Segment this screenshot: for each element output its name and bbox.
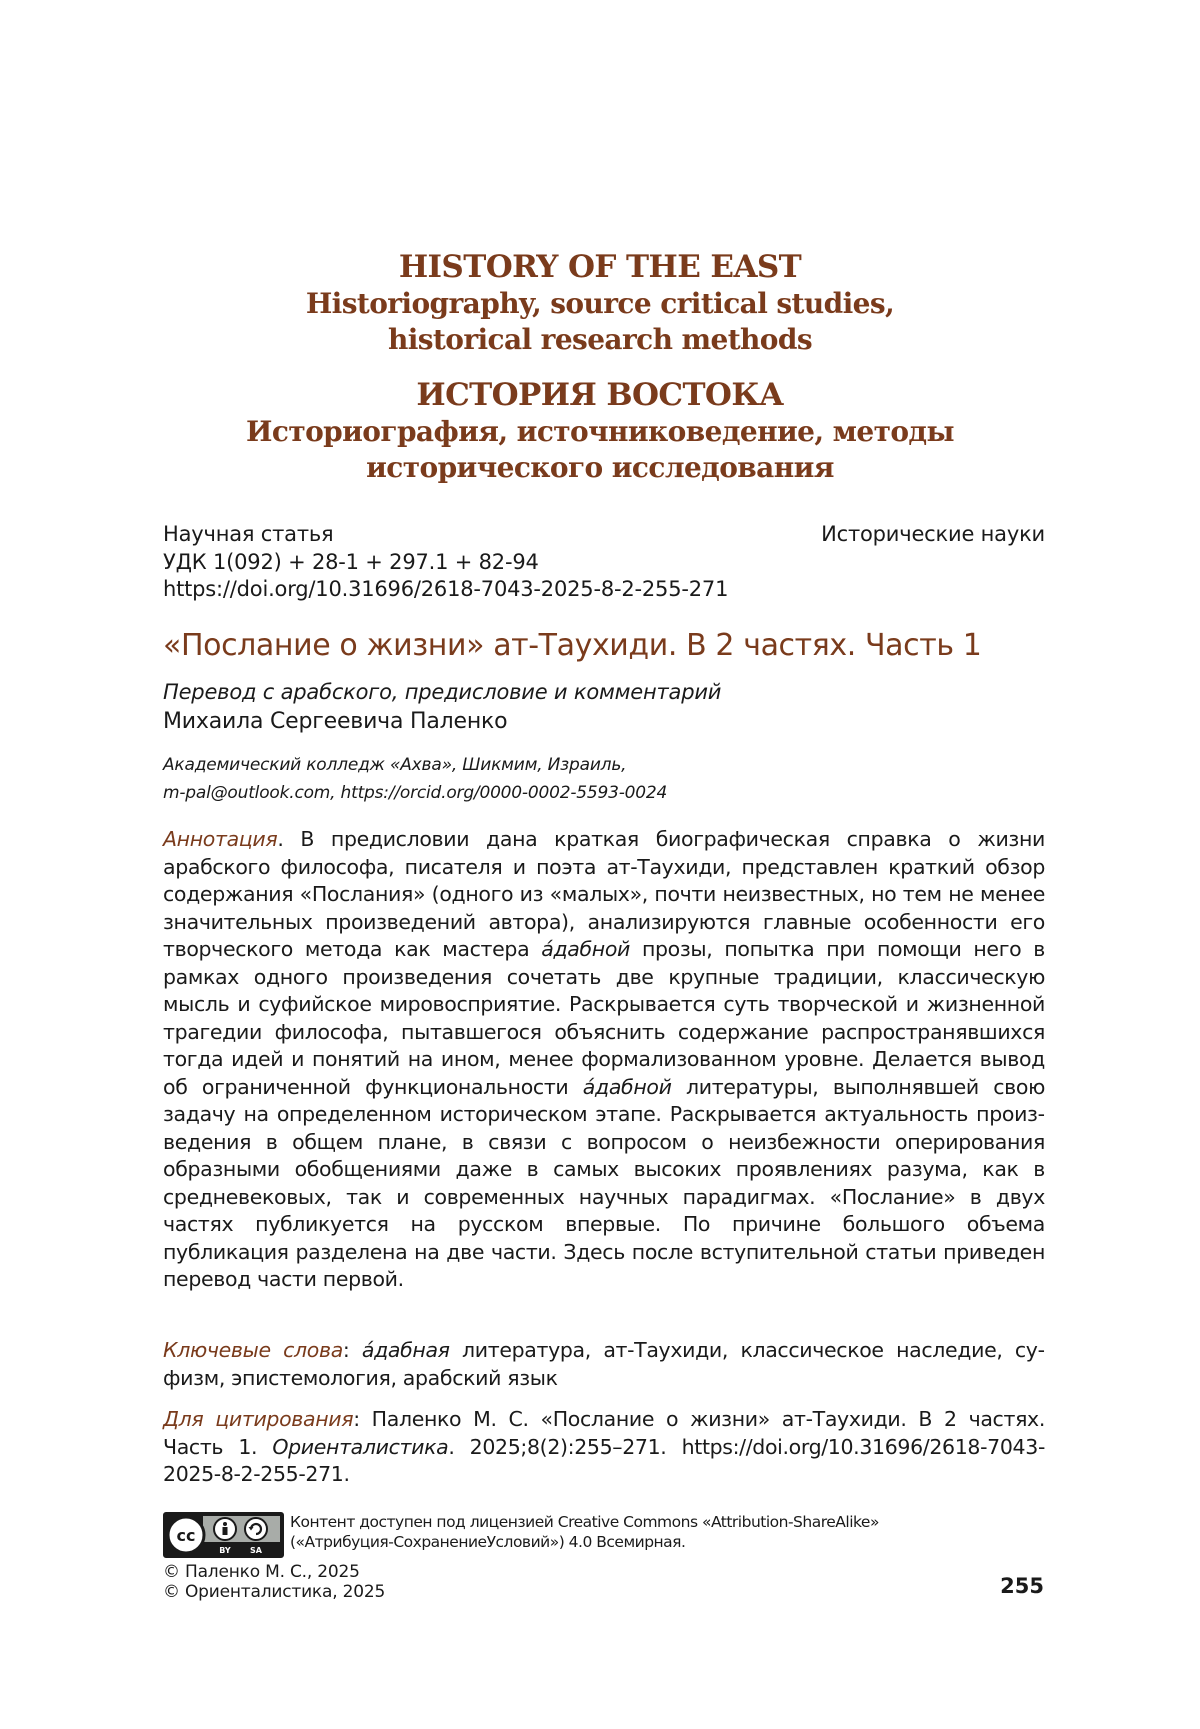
en-section-title: HISTORY OF THE EAST bbox=[398, 249, 802, 285]
doi-link[interactable]: https://doi.org/10.31696/2618-7043-2025-8-2-255-271 bbox=[163, 577, 729, 601]
license-line1: Контент доступен под лицензией Creative Commons «Attribution-ShareAlike» bbox=[290, 1513, 879, 1531]
keywords: Ключевые слова: а́дабная литература, ат-Таухиди, классическое наследие, суфизм, эпистемология, арабский язык bbox=[163, 1338, 1045, 1390]
ru-section-title: ИСТОРИЯ ВОСТОКА bbox=[416, 377, 784, 413]
udc-code: УДК 1(092) + 28-1 + 297.1 + 82-94 bbox=[163, 549, 539, 574]
article-title: «Послание о жизни» ат-Таухиди. В 2 частях. Часть 1 bbox=[163, 628, 982, 663]
author-block bbox=[163, 678, 1045, 807]
page-number: 255 bbox=[1000, 1574, 1044, 1598]
abstract-label: Аннотация bbox=[163, 827, 278, 851]
cc-text: cc bbox=[176, 1526, 196, 1545]
keywords-text: литература, ат-Таухиди, классическое наследие, суфизм, эпистемология, арабский язык bbox=[163, 1338, 1045, 1390]
en-subsection-title-line1: Historiography, source critical studies, bbox=[305, 287, 895, 320]
copyright bbox=[163, 1562, 385, 1602]
translator-note: Перевод с арабского, предисловие и комментарий bbox=[163, 680, 722, 704]
citation bbox=[163, 1406, 1045, 1489]
abstract-text-2: прозы, попытка при помощи него в рамках одного произведения сочетать две крупные традиции, классическую мысль и суфийское мировосприятие. Раскрывается суть творческой и жизненной трагедии философа, пытавшегося объяснить содержание распространявшихся тогда идей и понятий на ином, менее формализованном уровне. Делается вывод об ограниченной функциональности bbox=[163, 937, 1045, 1099]
license-line2: («Атрибуция-СохранениеУсловий») 4.0 Всемирная. bbox=[290, 1533, 686, 1551]
copyright-journal: © Ориенталистика, 2025 bbox=[163, 1582, 386, 1602]
affiliation-contacts[interactable]: m-pal@outlook.com, https://orcid.org/0000-0002-5593-0024 bbox=[163, 783, 668, 803]
section-header bbox=[0, 248, 1200, 486]
abstract-italic-1: а́дабной bbox=[541, 937, 630, 961]
keywords-italic: а́дабная bbox=[361, 1338, 450, 1362]
citation-journal: Ориенталистика bbox=[272, 1434, 449, 1459]
abstract-text-3: литературы, выполнявшей свою задачу на определенном историческом этапе. Раскрывается актуальность произведения в общем плане, в связи с вопросом о неизбежности оперирования образными обобщениями даже в самых высоких проявлениях разума, как в средневековых, так и современных научных парадигмах. «Послание» в двух частях публикуется на русском впервые. По причине большого объема публикация разделена на две части. Здесь после вступительной статьи приведен перевод части первой. bbox=[163, 1074, 1045, 1291]
citation-text-2[interactable]: . 2025;8(2):255–271. https://doi.org/10.31696/2618-7043-2025-8-2-255-271. bbox=[163, 1434, 1045, 1486]
article-type: Научная статья bbox=[163, 522, 334, 546]
author-name: Михаила Сергеевича Паленко bbox=[163, 709, 508, 734]
citation-text-1: : Паленко М. С. «Послание о жизни» ат-Таухиди. В 2 частях. Часть 1. bbox=[163, 1407, 1045, 1459]
keywords-label: Ключевые слова bbox=[163, 1338, 343, 1362]
citation-label: Для цитирования bbox=[163, 1407, 354, 1431]
affiliation-line1: Академический колледж «Ахва», Шикмим, Израиль, bbox=[163, 755, 627, 775]
license-text bbox=[290, 1512, 879, 1552]
cc-by-sa-badge[interactable] bbox=[163, 1512, 284, 1558]
en-subsection-title-line2: historical research methods bbox=[387, 323, 813, 356]
abstract-text-1: . В предисловии дана краткая биографическая справка о жизни арабского философа, писателя и поэта ат-Таухиди, представлен краткий обзор содержания «Послания» (одного из «малых», почти неизвестных, но тем не менее значительных произведений автора), анализируются главные особенности его творческого метода как мастера bbox=[163, 827, 1045, 961]
sa-text: SA bbox=[250, 1546, 262, 1555]
cc-license-icon bbox=[165, 1514, 282, 1556]
science-field: Исторические науки bbox=[821, 522, 1045, 546]
by-text: BY bbox=[219, 1546, 231, 1555]
ru-subsection-title-line1: Историография, источниковедение, методы bbox=[246, 415, 954, 448]
license-block bbox=[163, 1512, 1063, 1558]
abstract bbox=[163, 826, 1045, 1294]
abstract-italic-2: а́дабной bbox=[582, 1074, 672, 1099]
copyright-author: © Паленко М. С., 2025 bbox=[163, 1562, 360, 1582]
ru-subsection-title-line2: исторического исследования bbox=[366, 451, 834, 484]
affiliation bbox=[163, 751, 1045, 807]
